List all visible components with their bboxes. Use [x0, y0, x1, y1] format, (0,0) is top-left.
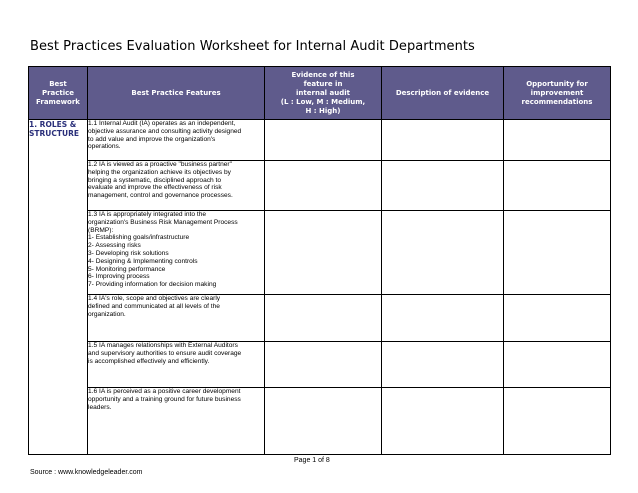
evidence-cell[interactable]	[265, 295, 382, 342]
evidence-cell[interactable]	[265, 342, 382, 388]
opportunity-cell[interactable]	[504, 161, 611, 211]
description-cell[interactable]	[382, 120, 504, 161]
header-evidence: Evidence of this feature in internal audit (L : Low, M : Medium, H : High)	[265, 67, 382, 120]
feature-cell: 1.5 IA manages relationships with External Auditors and supervisory authorities to ensure audit coverage is accomplished effectively and efficiently.	[88, 342, 265, 388]
section-label: 1. ROLES & STRUCTURE	[29, 120, 88, 455]
feature-cell: 1.4 IA's role, scope and objectives are clearly defined and communicated at all levels of the organization.	[88, 295, 265, 342]
header-framework: Best Practice Framework	[29, 67, 88, 120]
source-note: Source : www.knowledgeleader.com	[30, 469, 143, 476]
evidence-cell[interactable]	[265, 211, 382, 295]
description-cell[interactable]	[382, 295, 504, 342]
feature-cell: 1.6 IA is perceived as a positive career development opportunity and a training ground for future business leaders.	[88, 388, 265, 455]
opportunity-cell[interactable]	[504, 342, 611, 388]
header-description: Description of evidence	[382, 67, 504, 120]
header-features: Best Practice Features	[88, 67, 265, 120]
opportunity-cell[interactable]	[504, 388, 611, 455]
evidence-cell[interactable]	[265, 388, 382, 455]
table-row	[29, 120, 611, 161]
evidence-cell[interactable]	[265, 120, 382, 161]
description-cell[interactable]	[382, 342, 504, 388]
feature-cell: 1.1 Internal Audit (IA) operates as an independent, objective assurance and consulting activity designed to add value and improve the organization's operations.	[88, 120, 265, 161]
table-row	[29, 388, 611, 455]
worksheet-table	[28, 66, 611, 455]
header-opportunity: Opportunity for improvement recommendations	[504, 67, 611, 120]
opportunity-cell[interactable]	[504, 120, 611, 161]
description-cell[interactable]	[382, 388, 504, 455]
page-number: Page 1 of 8	[294, 457, 330, 464]
table-row	[29, 161, 611, 211]
table-row	[29, 342, 611, 388]
description-cell[interactable]	[382, 211, 504, 295]
feature-cell: 1.3 IA is appropriately integrated into the organization's Business Risk Management Process (BRMP): 1- Establishing goals/infrastructure 2- Assessing risks 3- Developing risk solutions 4- Designing & Implementing controls 5- Monitoring performance 6- Improving process 7- Providing information for decision making	[88, 211, 265, 295]
opportunity-cell[interactable]	[504, 211, 611, 295]
description-cell[interactable]	[382, 161, 504, 211]
page-title: Best Practices Evaluation Worksheet for Internal Audit Departments	[30, 39, 475, 54]
feature-cell: 1.2 IA is viewed as a proactive "business partner" helping the organization achieve its objectives by bringing a systematic, disciplined approach to evaluate and improve the effectiveness of risk management, control and governance processes.	[88, 161, 265, 211]
opportunity-cell[interactable]	[504, 295, 611, 342]
table-row	[29, 295, 611, 342]
table-row	[29, 211, 611, 295]
header-row	[29, 67, 611, 120]
evidence-cell[interactable]	[265, 161, 382, 211]
